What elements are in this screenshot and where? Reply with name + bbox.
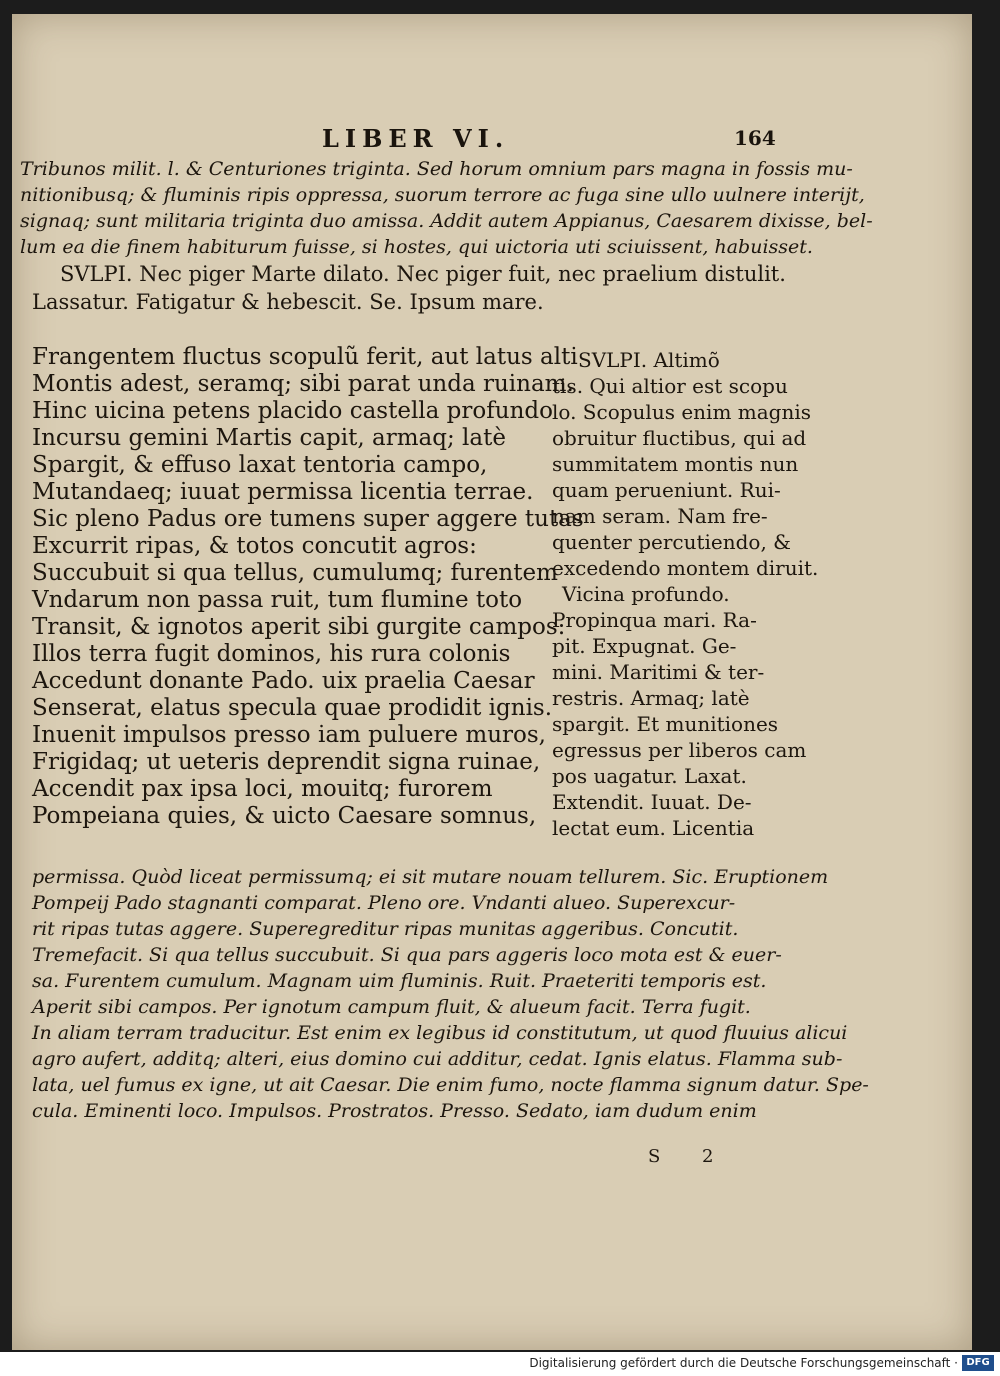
gloss-line: tis. Qui altior est scopu [552, 374, 788, 398]
commentary-line: permissa. Quòd liceat permissumq; ei sit mutare nouam tellurem. Sic. Eruptionem [32, 866, 829, 888]
verse-line: Accedunt donante Pado. uix praelia Caesar [32, 668, 535, 694]
gloss-line: quenter percutiendo, & [552, 530, 791, 554]
dfg-logo: DFG [962, 1355, 994, 1371]
verse-line: Mutandaeq; iuuat permissa licentia terrae. [32, 479, 534, 505]
gloss-line: summitatem montis nun [552, 452, 799, 476]
commentary-line: Tremefacit. Si qua tellus succubuit. Si qua pars aggeris loco mota est & euer- [32, 944, 782, 966]
commentary-line: sa. Furentem cumulum. Magnam uim fluminis. Ruit. Praeteriti temporis est. [32, 970, 767, 992]
gloss-line: nam seram. Nam fre- [552, 504, 768, 528]
commentary-line: Aperit sibi campos. Per ignotum campum fluit, & alueum facit. Terra fugit. [32, 996, 751, 1018]
commentary-line: agro aufert, additq; alteri, eius domino cui additur, cedat. Ignis elatus. Flamma sub- [32, 1048, 843, 1070]
commentary-line: lum ea die finem habiturum fuisse, si hostes, qui uictoria uti sciuissent, habuisset. [20, 236, 813, 258]
verse-line: Illos terra fugit dominos, his rura colonis [32, 641, 511, 667]
verse-line: Sic pleno Padus ore tumens super aggere tutas [32, 506, 584, 532]
gloss-line: lectat eum. Licentia [552, 816, 755, 840]
verse-line: Excurrit ripas, & totos concutit agros: [32, 533, 477, 559]
commentary-line: rit ripas tutas aggere. Superegreditur ripas munitas aggeribus. Concutit. [32, 918, 739, 940]
commentary-line: lata, uel fumus ex igne, ut ait Caesar. Die enim fumo, nocte flamma signum datur. Spe- [32, 1074, 869, 1096]
funding-credit: Digitalisierung gefördert durch die Deutsche Forschungsgemeinschaft · [529, 1356, 958, 1370]
verse-line: Vndarum non passa ruit, tum flumine toto [32, 587, 523, 613]
commentary-line: Lassatur. Fatigatur & hebescit. Se. Ipsum mare. [32, 290, 544, 314]
verse-line: Succubuit si qua tellus, cumulumq; furentem [32, 560, 558, 586]
gloss-line: egressus per liberos cam [552, 738, 807, 762]
verse-line: Accendit pax ipsa loci, mouitq; furorem [32, 776, 493, 802]
verse-line: Inuenit impulsos presso iam puluere muros, [32, 722, 546, 748]
book-page [12, 14, 972, 1350]
commentary-line: Pompeij Pado stagnanti comparat. Pleno ore. Vndanti alueo. Superexcur- [32, 892, 736, 914]
commentary-line: In aliam terram traducitur. Est enim ex legibus id constitutum, ut quod fluuius alicui [32, 1022, 848, 1044]
commentary-line: Tribunos milit. l. & Centuriones triginta. Sed horum omnium pars magna in fossis mu- [20, 158, 853, 180]
verse-line: Incursu gemini Martis capit, armaq; latè [32, 425, 506, 451]
page-header [12, 124, 972, 152]
verse-line: Frangentem fluctus scopulũ ferit, aut latus alti [32, 344, 578, 370]
verse-line: Senserat, elatus specula quae prodidit ignis. [32, 695, 553, 721]
gloss-line: pit. Expugnat. Ge- [552, 634, 737, 658]
gloss-line: obruitur fluctibus, qui ad [552, 426, 807, 450]
folio-number: 164 [734, 126, 776, 150]
verse-line: Frigidaq; ut ueteris deprendit signa ruinae, [32, 749, 541, 775]
commentary-line: nitionibusq; & fluminis ripis oppressa, suorum terrore ac fuga sine ullo uulnere interijt, [20, 184, 865, 206]
commentary-line: cula. Eminenti loco. Impulsos. Prostratos. Presso. Sedato, iam dudum enim [32, 1100, 757, 1122]
verse-line: Spargit, & effuso laxat tentoria campo, [32, 452, 488, 478]
commentary-line: SVLPI. Nec piger Marte dilato. Nec piger fuit, nec praelium distulit. [60, 262, 786, 286]
verse-line: Montis adest, seramq; sibi parat unda ruinam. [32, 371, 574, 397]
gloss-line: Vicina profundo. [562, 582, 730, 606]
gloss-line: Propinqua mari. Ra- [552, 608, 757, 632]
commentary-line: signaq; sunt militaria triginta duo amissa. Addit autem Appianus, Caesarem dixisse, bel- [20, 210, 873, 232]
gloss-line: SVLPI. Altimõ [578, 348, 720, 372]
running-title: LIBER VI. [322, 124, 510, 153]
gloss-line: quam perueniunt. Rui- [552, 478, 781, 502]
gloss-line: restris. Armaq; latè [552, 686, 750, 710]
signature-mark: S 2 [648, 1146, 732, 1167]
gloss-line: mini. Maritimi & ter- [552, 660, 765, 684]
verse-line: Hinc uicina petens placido castella profundo [32, 398, 553, 424]
gloss-line: pos uagatur. Laxat. [552, 764, 747, 788]
digitization-footer [0, 1352, 1000, 1376]
gloss-line: spargit. Et munitiones [552, 712, 779, 736]
gloss-line: excedendo montem diruit. [552, 556, 819, 580]
gloss-line: Extendit. Iuuat. De- [552, 790, 752, 814]
gloss-line: lo. Scopulus enim magnis [552, 400, 811, 424]
verse-line: Transit, & ignotos aperit sibi gurgite campos: [32, 614, 566, 640]
verse-line: Pompeiana quies, & uicto Caesare somnus, [32, 803, 537, 829]
